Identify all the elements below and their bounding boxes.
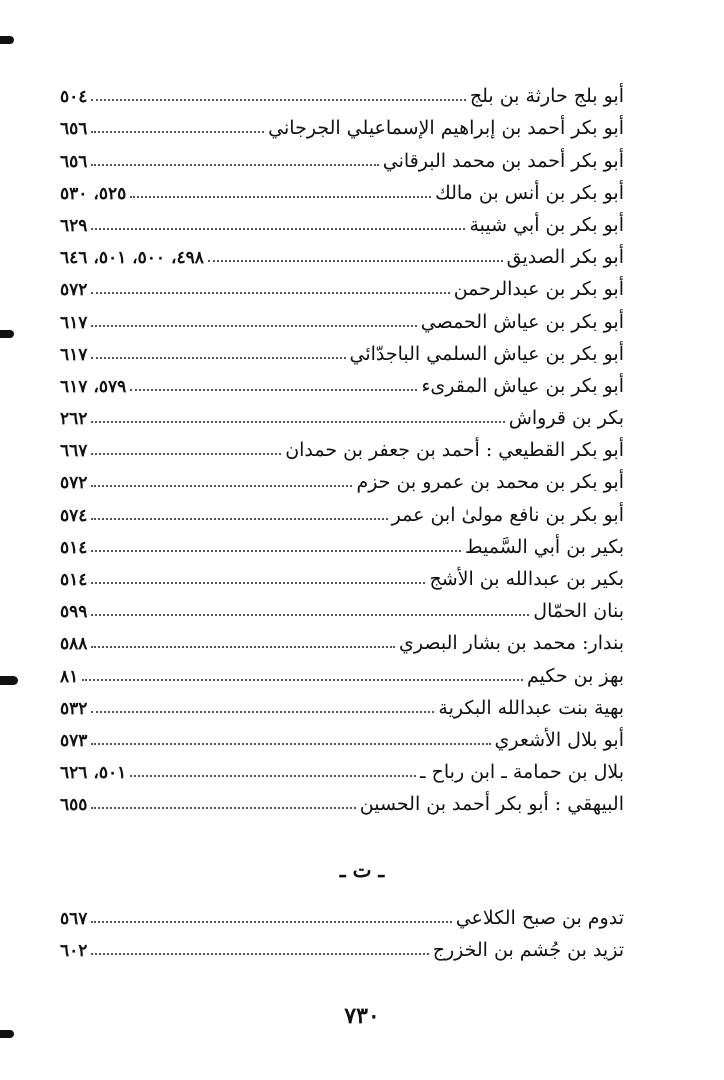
index-entry [60,142,624,174]
entry-pages: ٥٢٥، ٥٣٠ [60,183,127,204]
entry-pages: ٦١٧ [60,312,88,333]
dot-leader [91,325,416,327]
index-entry [60,625,624,657]
dot-leader [130,389,417,391]
index-list-ta [60,900,624,964]
entry-name: أبو بكر بن محمد بن عمرو بن حزم [356,471,624,494]
entry-pages: ٥٠٤ [60,87,88,108]
dot-leader [130,775,416,777]
dot-leader [91,614,529,616]
entry-pages: ٨١ [60,666,79,687]
index-entry [60,271,624,303]
dot-leader [91,453,281,455]
dot-leader [208,260,503,262]
dot-leader [91,99,465,101]
scan-margin-mark [0,1030,14,1038]
entry-pages: ٦٥٥ [60,795,88,816]
entry-pages: ٤٩٨، ٥٠٠، ٥٠١، ٦٤٦ [60,248,204,269]
entry-name: أبو بكر بن عياش السلمي الباجدّائي [349,342,624,365]
entry-name: أبو بكر الصديق [506,246,624,269]
index-entry [60,722,624,754]
entry-pages: ٦١٧ [60,344,88,365]
entry-name: بكر بن قرواش [508,407,624,430]
entry-name: بهية بنت عبدالله البكرية [438,696,624,719]
entry-name: تدوم بن صبح الكلاعي [455,907,624,930]
page-number: ٧٣٠ [344,1003,380,1029]
entry-pages: ٦٥٦ [60,151,88,172]
entry-name: أبو بكر أحمد بن إبراهيم الإسماعيلي الجرجاني [268,117,624,140]
entry-name: بكير بن عبدالله بن الأشج [429,568,624,590]
index-entry [60,593,624,625]
entry-pages: ٥٧٢ [60,473,88,494]
entry-pages: ٥٧٩، ٦١٧ [60,376,127,397]
entry-name: بنان الحمّال [533,600,624,623]
dot-leader [91,921,451,923]
index-entry [60,175,624,207]
entry-pages: ٦٠٢ [60,941,88,962]
entry-name: أبو بكر بن عبدالرحمن [453,278,624,301]
index-entry [60,754,624,786]
index-entry [60,464,624,496]
entry-name: أبو بكر القطيعي : أحمد بن جعفر بن حمدان [285,439,624,462]
index-entry [60,690,624,722]
entry-name: أبو بكر بن عياش الحمصي [420,310,624,333]
entry-pages: ٦٦٧ [60,441,88,462]
index-entry [60,78,624,110]
dot-leader [130,196,431,198]
dot-leader [91,228,465,230]
scan-margin-mark [0,36,14,44]
entry-pages: ٥١٤ [60,570,88,590]
index-entry [60,336,624,368]
entry-pages: ٥٧٤ [60,505,88,526]
entry-pages: ٥٦٧ [60,909,88,930]
entry-name: بهز بن حكيم [527,664,624,687]
dot-leader [82,679,523,681]
entry-pages: ٥٧٣ [60,730,88,751]
index-entry [60,303,624,335]
dot-leader [91,131,264,133]
index-entry [60,239,624,271]
dot-leader [91,292,449,294]
entry-pages: ٦٥٦ [60,119,88,140]
entry-name: أبو بكر أحمد بن محمد البرقاني [382,149,624,172]
entry-name: أبو بلال الأشعري [494,728,624,751]
index-entry [60,207,624,239]
scan-margin-mark [0,330,14,338]
entry-pages: ٥٧٢ [60,280,88,301]
index-entry [60,400,624,432]
dot-leader [91,807,355,809]
entry-pages: ٥١٤ [60,537,88,558]
index-entry [60,529,624,561]
index-entry [60,432,624,464]
index-entry [60,110,624,142]
section-heading: ـ ت ـ [339,858,385,882]
entry-pages: ٥٣٢ [60,698,88,719]
entry-pages: ٢٦٢ [60,409,88,430]
index-entry [60,368,624,400]
entry-name: البيهقي : أبو بكر أحمد بن الحسين [359,793,624,816]
dot-leader [91,485,352,487]
index-entry [60,932,624,964]
index-entry [60,900,624,932]
dot-leader [91,164,378,166]
dot-leader [91,550,461,552]
dot-leader [91,518,387,520]
entry-pages: ٥٠١، ٦٢٦ [60,763,127,784]
dot-leader [91,953,428,955]
dot-leader [91,711,434,713]
entry-pages: ٥٨٨ [60,634,88,655]
index-entry [60,561,624,593]
index-entry [60,657,624,689]
dot-leader [91,357,345,359]
entry-name: أبو بكر بن أبي شيبة [469,213,624,236]
dot-leader [91,743,490,745]
entry-name: بكير بن أبي السَّميط [464,535,624,558]
scan-margin-mark [0,676,18,685]
dot-leader [91,582,425,584]
dot-leader [91,421,504,423]
entry-pages: ٦٢٩ [60,215,88,236]
entry-name: أبو بكر بن نافع مولىٰ ابن عمر [391,503,624,526]
entry-name: أبو بكر بن أنس بن مالك [435,181,624,204]
entry-name: أبو بلج حارثة بن بلج [469,85,624,108]
index-entry [60,786,624,818]
entry-name: بلال بن حمامة ـ ابن رباح ـ [420,761,624,784]
entry-name: تزيد بن جُشم بن الخزرج [432,939,624,962]
index-entry [60,496,624,528]
index-list-ba [60,78,624,818]
entry-pages: ٥٩٩ [60,602,88,623]
entry-name: أبو بكر بن عياش المقرىء [421,374,624,397]
dot-leader [91,646,395,648]
entry-name: بندار: محمد بن بشار البصري [399,632,624,655]
